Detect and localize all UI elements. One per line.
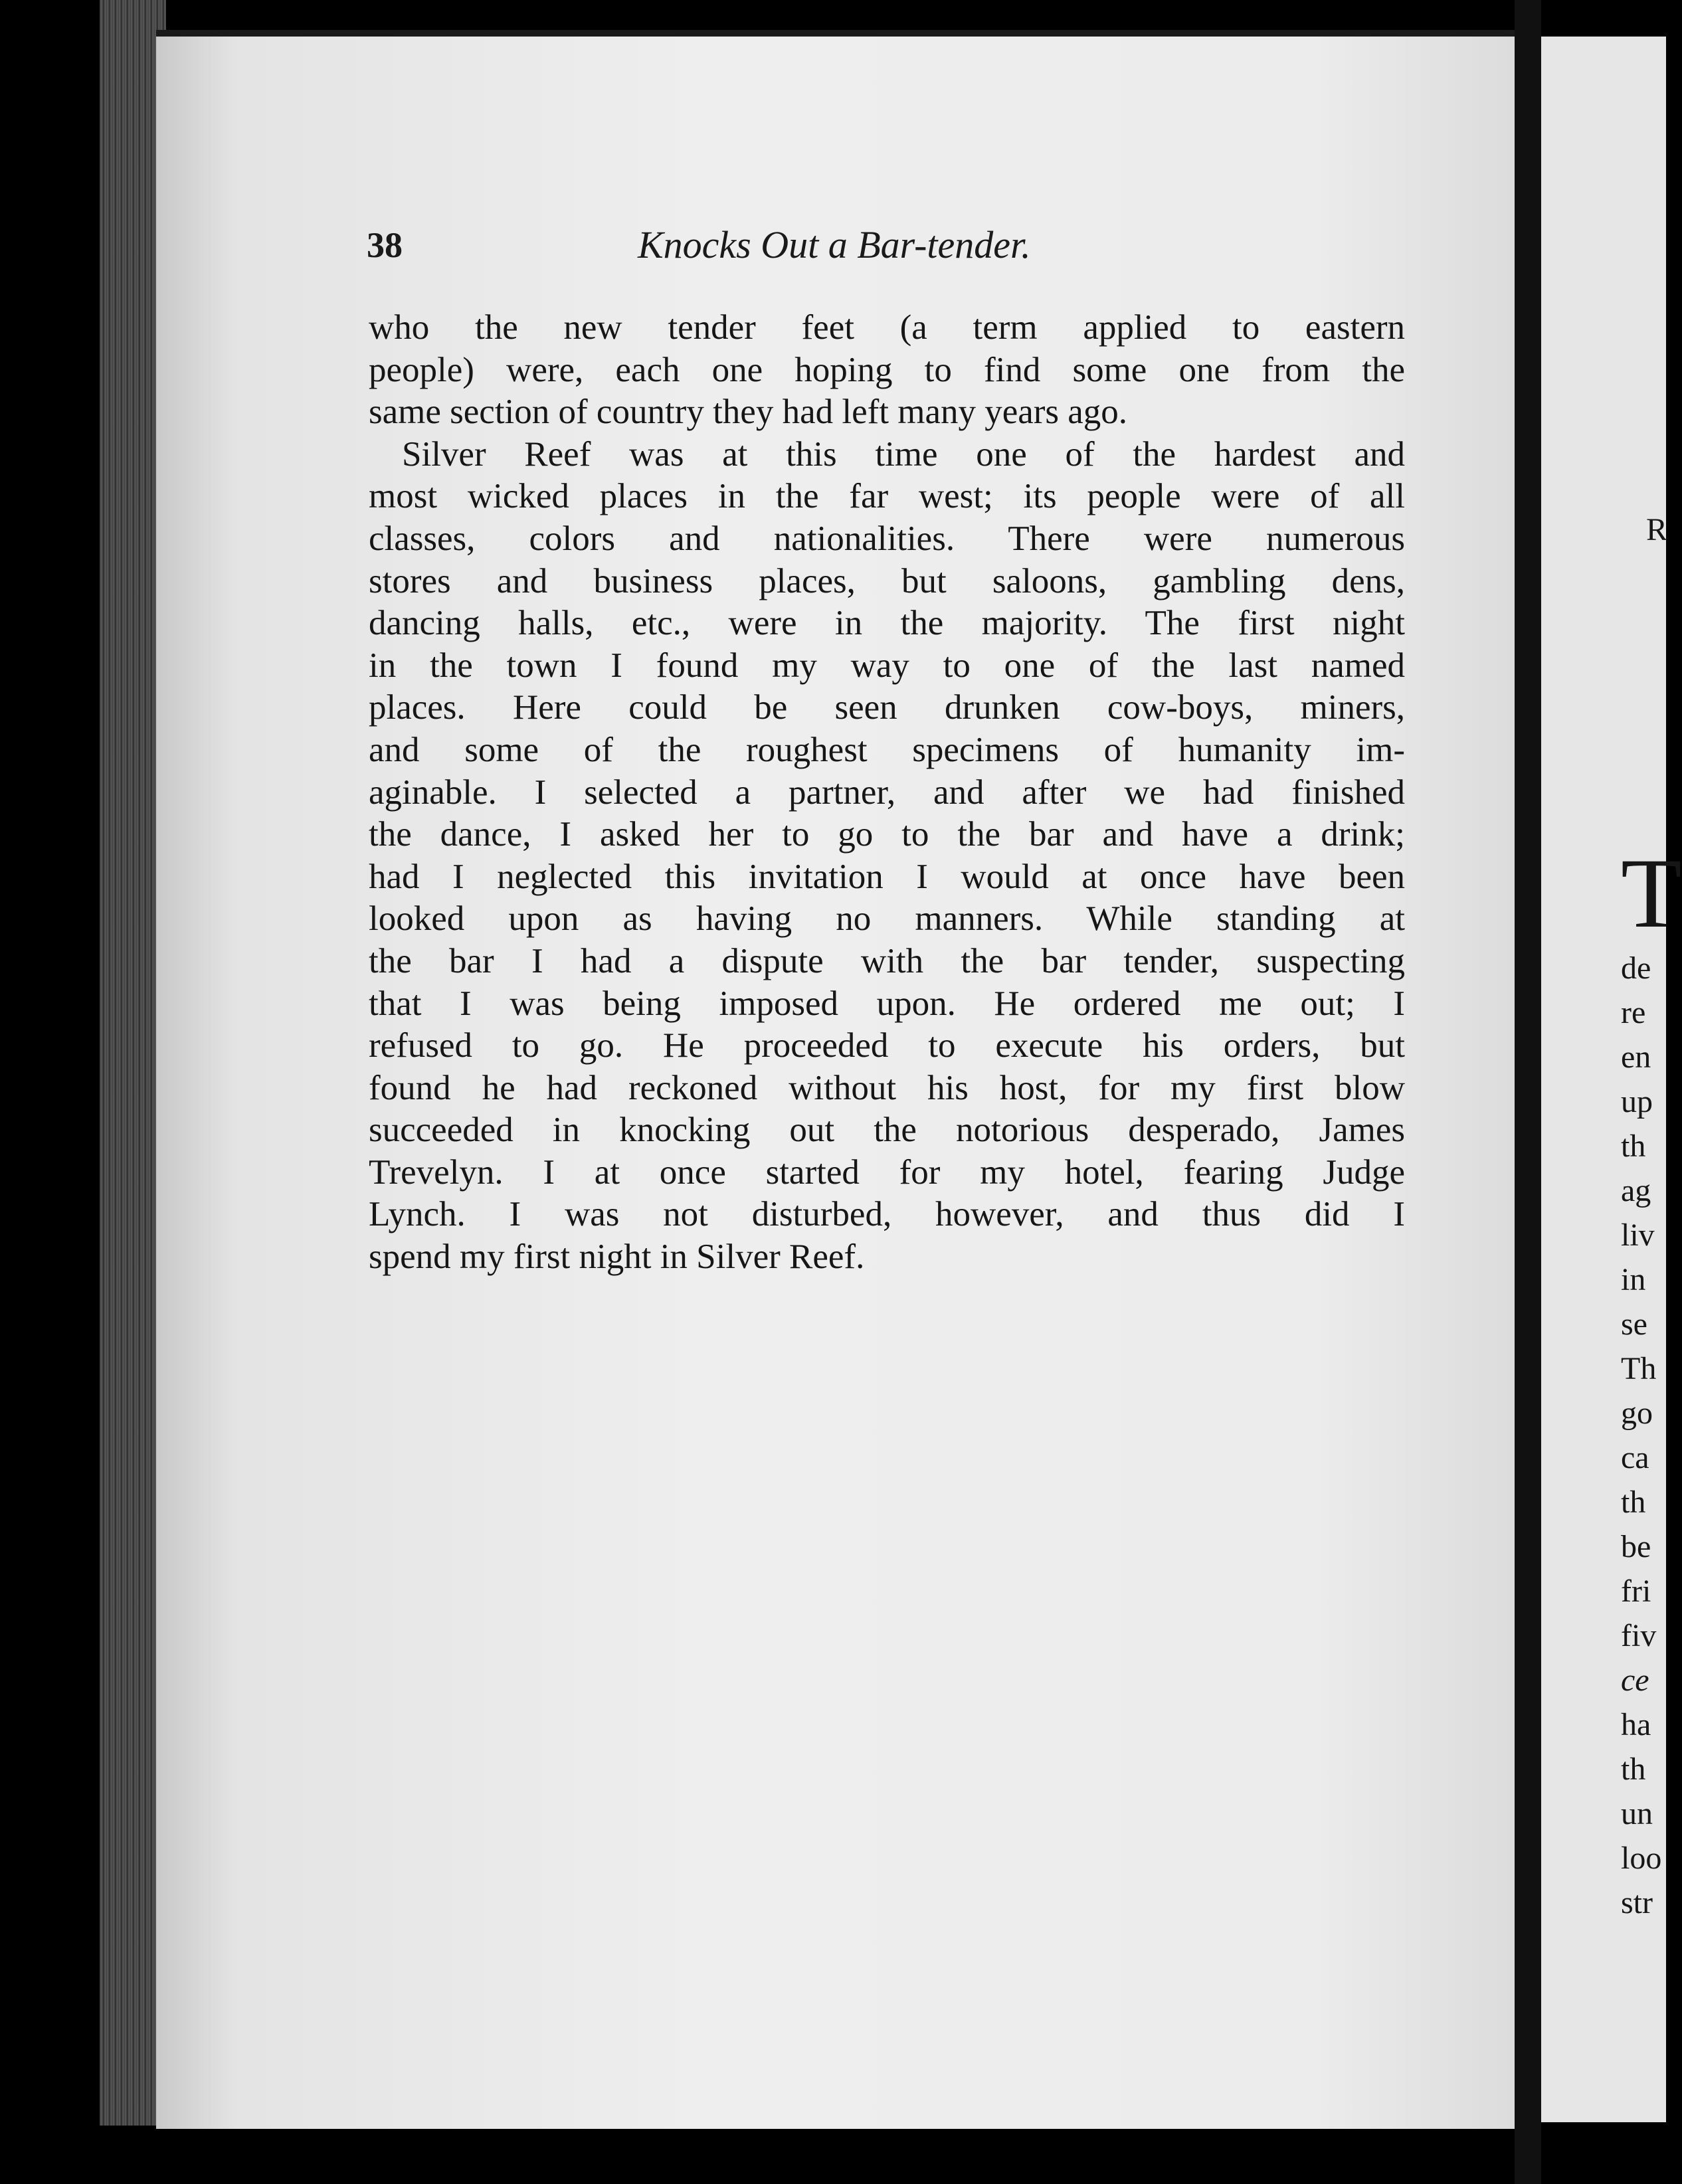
fragment: be — [1621, 1529, 1651, 1564]
fragment: ce — [1621, 1663, 1649, 1698]
text-line: classes, colors and nationalities. There were numerous — [369, 519, 1405, 558]
facing-page-header-letter: R — [1646, 512, 1668, 547]
running-title: Knocks Out a Bar-tender. — [638, 223, 1031, 266]
text-line: dancing halls, etc., were in the majority. The first night — [369, 604, 1405, 643]
text-line: spend my first night in Silver Reef. — [369, 1237, 865, 1277]
fragment: ag — [1621, 1173, 1651, 1208]
text-line: places. Here could be seen drunken cow-boys, miners, — [369, 688, 1405, 727]
fragment: loo — [1621, 1841, 1662, 1876]
body-text — [369, 307, 1405, 1279]
text-line: in the town I found my way to one of the last named — [369, 646, 1405, 685]
book-gutter — [1515, 0, 1541, 2184]
fragment: up — [1621, 1084, 1653, 1119]
fragment: re — [1621, 995, 1646, 1030]
fragment: ha — [1621, 1707, 1651, 1742]
page-number: 38 — [367, 225, 403, 265]
text-line: aginable. I selected a partner, and after we had finished — [369, 773, 1405, 812]
text-line: the dance, I asked her to go to the bar and have a drink; — [369, 815, 1405, 854]
facing-page-initial: T — [1621, 838, 1682, 949]
fragment: fiv — [1621, 1618, 1657, 1653]
fragment: ca — [1621, 1440, 1649, 1475]
fragment: en — [1621, 1040, 1651, 1075]
text-line: refused to go. He proceeded to execute his orders, but — [369, 1026, 1405, 1065]
fragment: in — [1621, 1262, 1646, 1297]
text-line: most wicked places in the far west; its people were of all — [369, 477, 1405, 516]
fragment: str — [1621, 1885, 1653, 1920]
text-line: Silver Reef was at this time one of the hardest and — [402, 434, 1405, 474]
fragment: th — [1621, 1485, 1646, 1520]
text-line: who the new tender feet (a term applied to eastern — [369, 308, 1405, 347]
text-line: same section of country they had left many years ago. — [369, 393, 1128, 432]
fragment: go — [1621, 1396, 1653, 1431]
text-line: the bar I had a dispute with the bar tender, suspecting — [369, 941, 1405, 980]
text-line: looked upon as having no manners. While standing at — [369, 899, 1405, 939]
text-line: stores and business places, but saloons, gambling dens, — [369, 561, 1405, 600]
text-line: succeeded in knocking out the notorious desperado, James — [369, 1111, 1405, 1150]
fragment: un — [1621, 1796, 1653, 1831]
text-line: Lynch. I was not disturbed, however, and thus did I — [369, 1195, 1405, 1234]
text-line: people) were, each one hoping to find some one from the — [369, 350, 1405, 389]
fragment: Th — [1621, 1351, 1657, 1386]
fragment: se — [1621, 1307, 1647, 1342]
fragment: th — [1621, 1752, 1646, 1787]
text-line: Trevelyn. I at once started for my hotel, fearing Judge — [369, 1152, 1405, 1192]
fragment: de — [1621, 951, 1651, 986]
fragment: th — [1621, 1129, 1646, 1164]
text-line: and some of the roughest specimens of humanity im- — [369, 730, 1405, 769]
fragment: fri — [1621, 1574, 1651, 1609]
text-line: had I neglected this invitation I would at once have been — [369, 857, 1405, 896]
text-line: found he had reckoned without his host, for my first blow — [369, 1068, 1405, 1107]
text-line: that I was being imposed upon. He ordered me out; I — [369, 984, 1405, 1023]
fragment: liv — [1621, 1218, 1655, 1253]
